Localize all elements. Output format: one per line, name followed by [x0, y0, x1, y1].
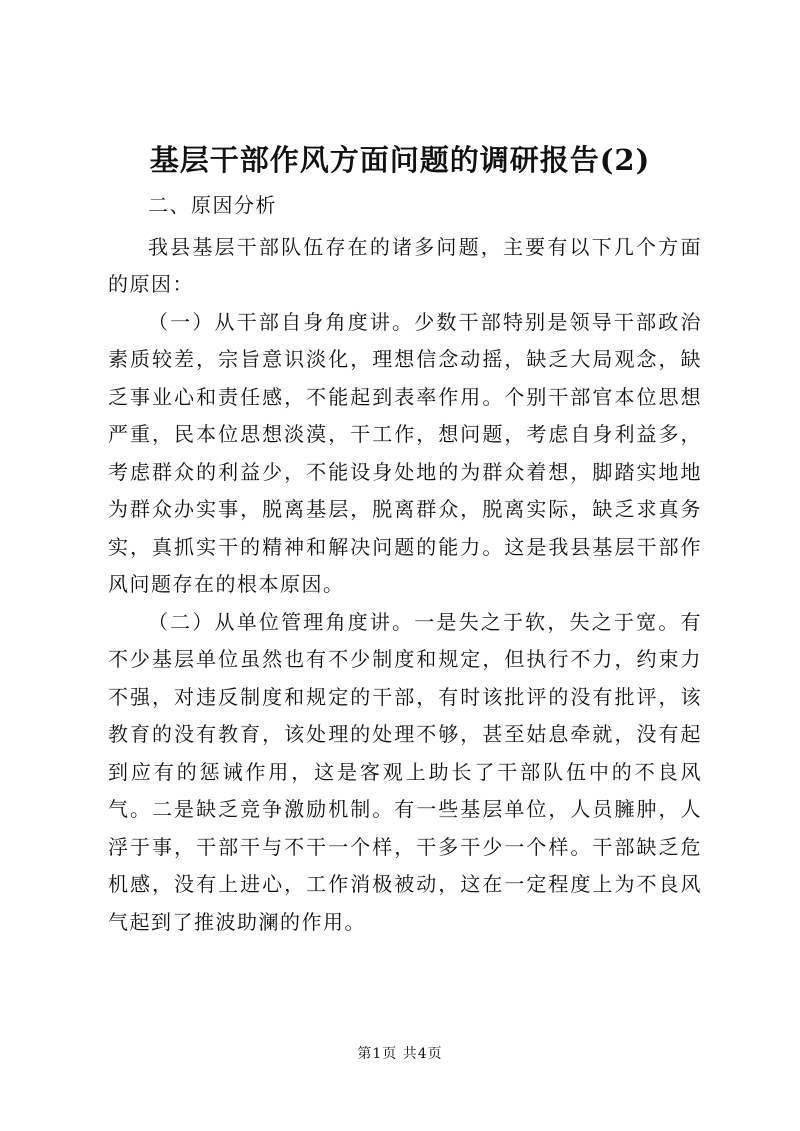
paragraph-management-perspective: （二）从单位管理角度讲。一是失之于软，失之于宽。有不少基层单位虽然也有不少制度和规定，但执行不力，约束力不强，对违反制度和规定的干部，有时该批评的没有批评，该教育的没有教育，该处理的处理不够，甚至姑息牵就，没有起到应有的惩诫作用，这是客观上助长了干部队伍中的不良风气。二是缺乏竞争激励机制。有一些基层单位，人员臃肿，人浮于事，干部干与不干一个样，干多干少一个样。干部缺乏危机感，没有上进心，工作消极被动，这在一定程度上为不良风气起到了推波助澜的作用。: [108, 609, 702, 934]
paragraph-intro: 我县基层干部队伍存在的诸多问题，主要有以下几个方面的原因：: [108, 234, 702, 296]
section-heading: 二、原因分析: [148, 193, 277, 217]
paragraph-personal-perspective: （一）从干部自身角度讲。少数干部特别是领导干部政治素质较差，宗旨意识淡化，理想信念动摇，缺乏大局观念，缺乏事业心和责任感，不能起到表率作用。个别干部官本位思想严重，民本位思想淡漠，干工作，想问题，考虑自身利益多，考虑群众的利益少，不能设身处地的为群众着想，脚踏实地地为群众办实事，脱离基层，脱离群众，脱离实际，缺乏求真务实，真抓实干的精神和解决问题的能力。这是我县基层干部作风问题存在的根本原因。: [108, 309, 702, 596]
document-title: 基层干部作风方面问题的调研报告(2): [149, 143, 651, 177]
page-footer: 第1页 共4页: [357, 1046, 443, 1062]
document-body: [108, 187, 702, 941]
